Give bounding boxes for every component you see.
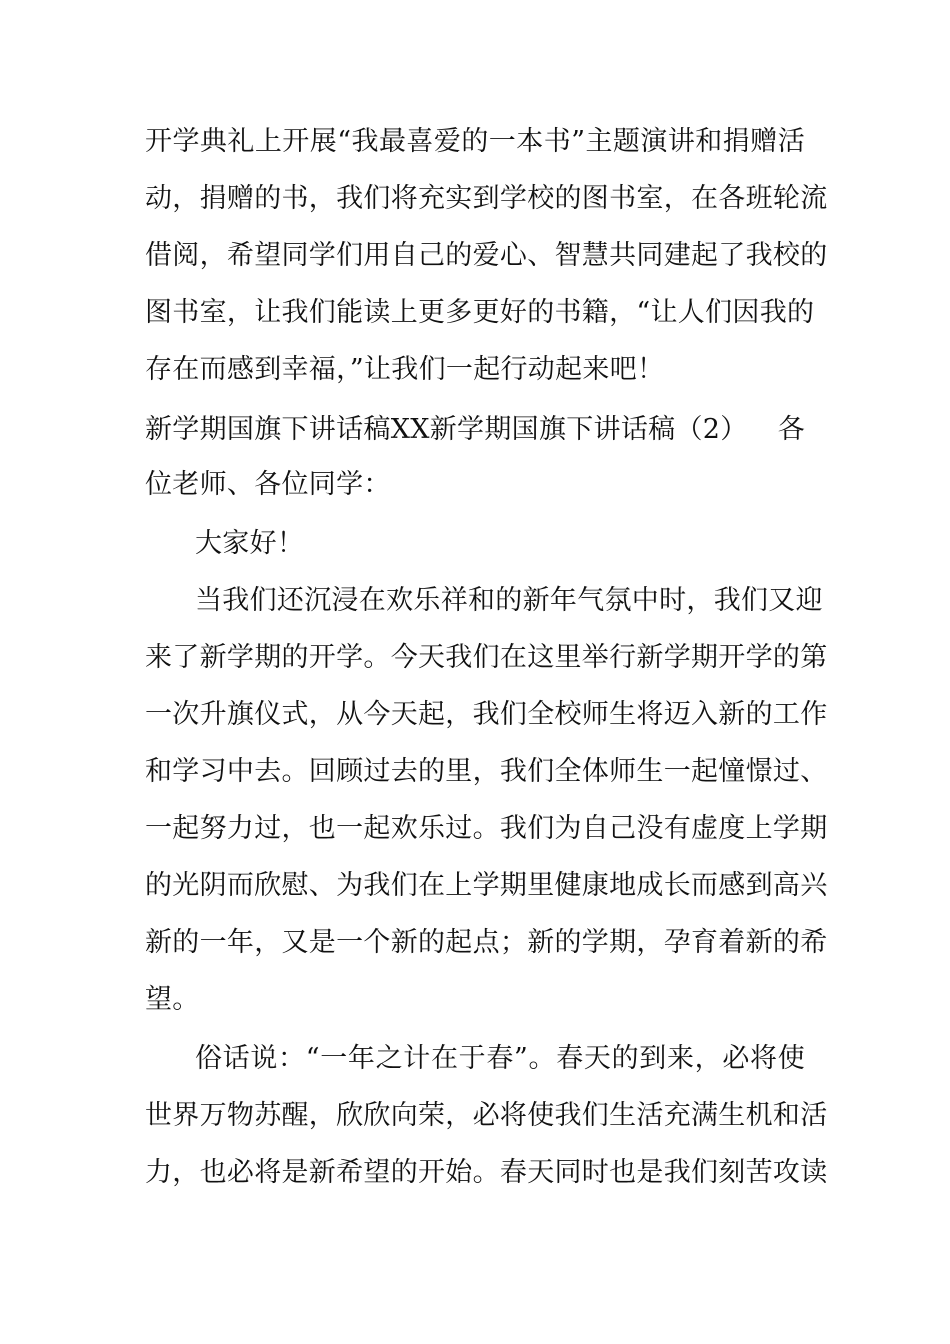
text-line: 图书室，让我们能读上更多更好的书籍，“让人们因我的 (145, 297, 815, 328)
text-line: 借阅，希望同学们用自己的爱心、智慧共同建起了我校的 (145, 240, 828, 271)
heading-title: 新学期国旗下讲话稿XX新学期国旗下讲话稿（2） (145, 414, 748, 445)
text-line: 的光阴而欣慰、为我们在上学期里健康地成长而感到高兴 (145, 870, 828, 901)
text-line: 动，捐赠的书，我们将充实到学校的图书室，在各班轮流 (145, 183, 828, 214)
text-line: 一起努力过，也一起欢乐过。我们为自己没有虚度上学期 (145, 813, 828, 844)
greeting: 大家好！ (195, 528, 305, 559)
text-line: 望。 (145, 984, 200, 1015)
text-line: 力，也必将是新希望的开始。春天同时也是我们刻苦攻读 (145, 1157, 828, 1188)
text-line: 来了新学期的开学。今天我们在这里举行新学期开学的第 (145, 642, 828, 673)
salutation: 位老师、各位同学： (145, 469, 391, 500)
section-heading (145, 410, 805, 450)
text-line: 新的一年，又是一个新的起点；新的学期，孕育着新的希 (145, 927, 828, 958)
document-page (145, 0, 828, 1344)
heading-salutation-start: 各 (777, 414, 805, 445)
text-line: 当我们还沉浸在欢乐祥和的新年气氛中时，我们又迎 (195, 585, 823, 616)
text-line: 一次升旗仪式，从今天起，我们全校师生将迈入新的工作 (145, 699, 828, 730)
text-line: 开学典礼上开展“我最喜爱的一本书”主题演讲和捐赠活 (145, 126, 805, 157)
text-line: 存在而感到幸福，”让我们一起行动起来吧！ (145, 354, 665, 385)
text-line: 世界万物苏醒，欣欣向荣，必将使我们生活充满生机和活 (145, 1100, 828, 1131)
text-line: 俗话说：“一年之计在于春”。春天的到来，必将使 (195, 1043, 805, 1074)
text-line: 和学习中去。回顾过去的里，我们全体师生一起憧憬过、 (145, 756, 828, 787)
